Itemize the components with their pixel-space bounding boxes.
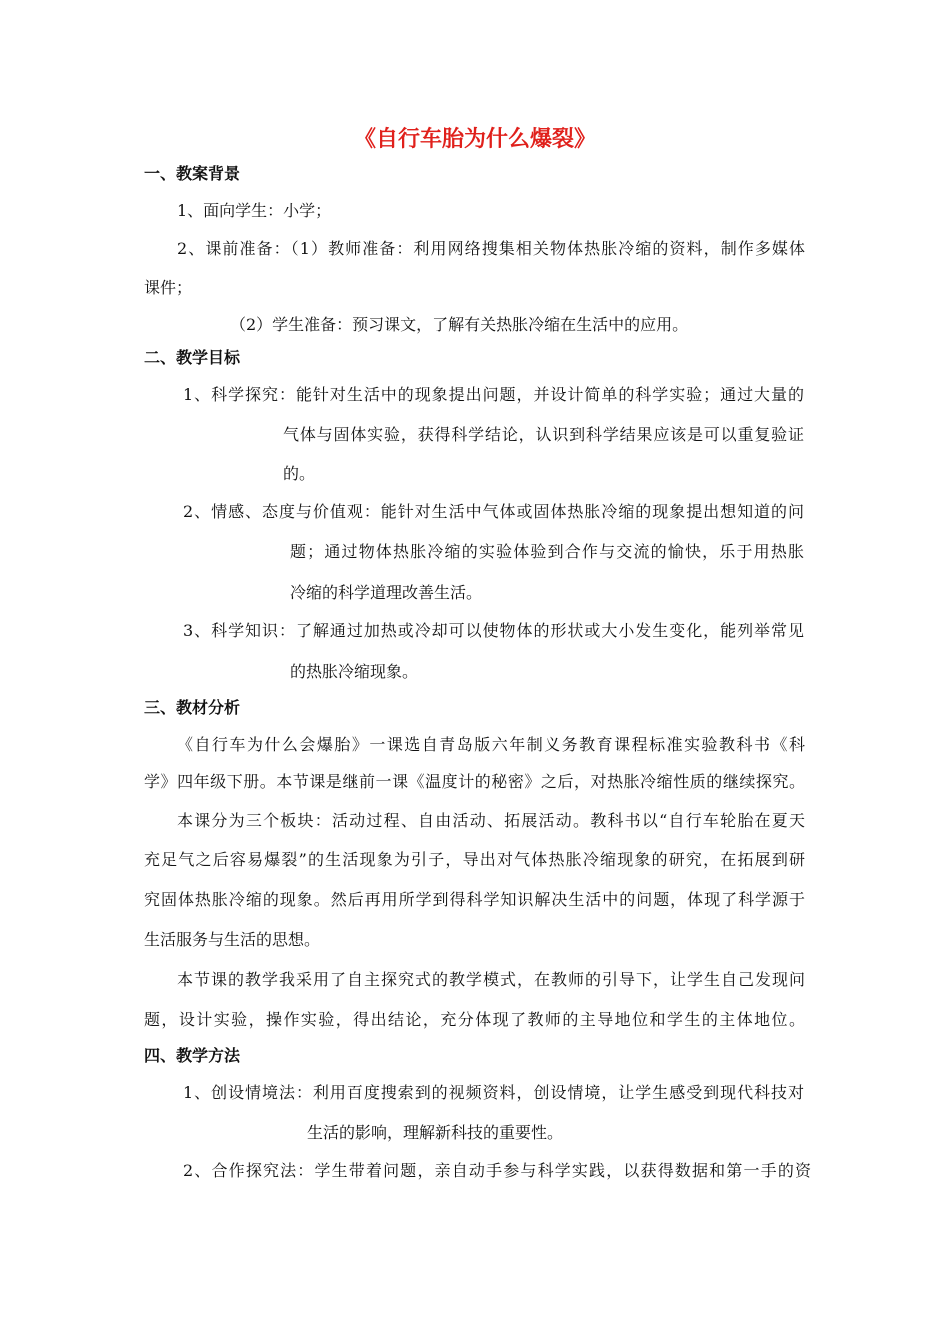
paragraph-line: 气体与固体实验，获得科学结论，认识到科学结果应该是可以重复验证: [283, 425, 804, 444]
section-heading: 一、教案背景: [144, 164, 241, 183]
section-heading: 二、教学目标: [144, 348, 241, 367]
paragraph-line: 《自行车为什么会爆胎》一课选自青岛版六年制义务教育课程标准实验教科书《科: [177, 735, 805, 754]
paragraph-line: 充足气之后容易爆裂”的生活现象为引子，导出对气体热胀冷缩现象的研究，在拓展到研: [144, 850, 805, 869]
page-title: 《自行车胎为什么爆裂》: [353, 127, 596, 152]
paragraph-line: 1、科学探究：能针对生活中的现象提出问题，并设计简单的科学实验；通过大量的: [183, 385, 804, 404]
paragraph-line: 2、合作探究法：学生带着问题，亲自动手参与科学实践，以获得数据和第一手的资: [183, 1161, 811, 1180]
paragraph-line: （2）学生准备：预习课文，了解有关热胀冷缩在生活中的应用。: [230, 315, 689, 334]
paragraph-line: 本课分为三个板块：活动过程、自由活动、拓展活动。教科书以“自行车轮胎在夏天: [177, 811, 805, 830]
paragraph-line: 课件；: [144, 278, 193, 297]
paragraph-line: 冷缩的科学道理改善生活。: [290, 583, 483, 602]
section-heading: 三、教材分析: [144, 698, 241, 717]
paragraph-line: 1、面向学生：小学；: [177, 201, 332, 220]
paragraph-line: 2、课前准备：（1）教师准备：利用网络搜集相关物体热胀冷缩的资料，制作多媒体: [177, 239, 805, 258]
paragraph-line: 生活的影响，理解新科技的重要性。: [307, 1123, 564, 1142]
paragraph-line: 的热胀冷缩现象。: [290, 662, 419, 681]
paragraph-line: 学》四年级下册。本节课是继前一课《温度计的秘密》之后，对热胀冷缩性质的继续探究。: [144, 772, 805, 791]
paragraph-line: 3、科学知识：了解通过加热或冷却可以使物体的形状或大小发生变化，能列举常见: [183, 621, 804, 640]
paragraph-line: 本节课的教学我采用了自主探究式的教学模式，在教师的引导下，让学生自己发现问: [177, 970, 805, 989]
paragraph-line: 1、创设情境法：利用百度搜索到的视频资料，创设情境，让学生感受到现代科技对: [183, 1083, 804, 1102]
paragraph-line: 究固体热胀冷缩的现象。然后再用所学到得科学知识解决生活中的问题，体现了科学源于: [144, 890, 805, 909]
paragraph-line: 题，设计实验，操作实验，得出结论，充分体现了教师的主导地位和学生的主体地位。: [144, 1010, 805, 1029]
paragraph-line: 2、情感、态度与价值观：能针对生活中气体或固体热胀冷缩的现象提出想知道的问: [183, 502, 804, 521]
paragraph-line: 生活服务与生活的思想。: [144, 930, 321, 949]
paragraph-line: 的。: [283, 464, 316, 483]
paragraph-line: 题；通过物体热胀冷缩的实验体验到合作与交流的愉快，乐于用热胀: [290, 542, 804, 561]
section-heading: 四、教学方法: [144, 1046, 241, 1065]
